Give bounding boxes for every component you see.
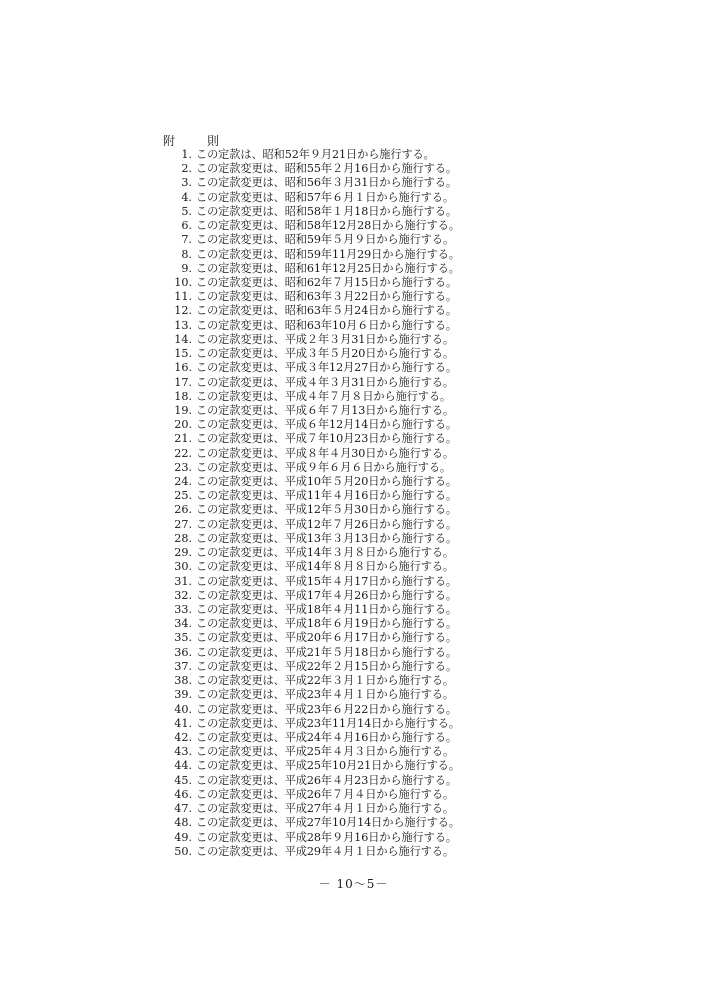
item-number: 19. [174, 403, 192, 417]
item-text: この定款変更は、昭和63年10月６日から施行する。 [196, 318, 457, 332]
item-number: 24. [174, 475, 192, 489]
page-number: － 10～5－ [318, 877, 389, 891]
item-text: この定款変更は、昭和61年12月25日から施行する。 [196, 261, 460, 275]
item-number: 46. [174, 787, 192, 801]
item-text: この定款変更は、平成６年７月13日から施行する。 [196, 403, 454, 417]
list-item [160, 176, 490, 190]
list-item [160, 205, 490, 219]
list-item [160, 376, 490, 390]
list-item [160, 418, 490, 432]
item-text: この定款変更は、昭和58年12月28日から施行する。 [196, 219, 460, 233]
list-item [160, 802, 490, 816]
item-text: この定款変更は、平成14年８月８日から施行する。 [196, 560, 454, 574]
item-number: 32. [174, 588, 192, 602]
item-text: この定款変更は、平成12年５月30日から施行する。 [196, 503, 457, 517]
item-text: この定款変更は、平成15年４月17日から施行する。 [196, 574, 457, 588]
list-item [160, 759, 490, 773]
item-number: 36. [174, 645, 192, 659]
item-text: この定款変更は、平成14年３月８日から施行する。 [196, 546, 454, 560]
item-text: この定款変更は、平成23年11月14日から施行する。 [196, 716, 460, 730]
item-number: 38. [174, 674, 192, 688]
item-text: この定款変更は、平成７年10月23日から施行する。 [196, 432, 457, 446]
item-number: 22. [174, 446, 192, 460]
item-number: 1. [181, 148, 192, 161]
list-item [160, 688, 490, 702]
item-text: この定款変更は、平成26年４月23日から施行する。 [196, 773, 457, 787]
item-text: この定款変更は、平成13年３月13日から施行する。 [196, 531, 457, 545]
item-text: この定款変更は、平成８年４月30日から施行する。 [196, 446, 454, 460]
item-number: 23. [174, 460, 192, 474]
item-text: この定款変更は、昭和58年１月18日から施行する。 [196, 204, 457, 218]
item-number: 33. [174, 603, 192, 616]
item-text: この定款変更は、平成２年３月31日から施行する。 [196, 332, 454, 346]
item-number: 6. [181, 219, 192, 233]
item-text: この定款変更は、平成27年４月１日から施行する。 [196, 802, 454, 816]
list-item [160, 646, 490, 660]
item-text: この定款変更は、昭和59年５月９日から施行する。 [196, 233, 454, 247]
item-text: この定款変更は、昭和59年11月29日から施行する。 [196, 247, 460, 261]
item-text: この定款変更は、平成23年４月１日から施行する。 [196, 688, 454, 702]
list-item [160, 603, 490, 617]
list-item [160, 717, 490, 731]
item-text: この定款変更は、昭和63年５月24日から施行する。 [196, 304, 457, 318]
item-text: この定款変更は、平成18年６月19日から施行する。 [196, 617, 457, 631]
item-text: この定款変更は、平成26年７月４日から施行する。 [196, 787, 454, 801]
item-text: この定款変更は、平成24年４月16日から施行する。 [196, 730, 457, 744]
item-number: 31. [174, 574, 192, 588]
list-item [160, 262, 490, 276]
list-item [160, 703, 490, 717]
list-item [160, 347, 490, 361]
item-number: 50. [174, 844, 192, 858]
item-text: この定款変更は、平成４年３月31日から施行する。 [196, 375, 454, 389]
list-item [160, 304, 490, 318]
list-item [160, 390, 490, 404]
list-item [160, 631, 490, 645]
item-text: この定款変更は、平成12年７月26日から施行する。 [196, 517, 457, 531]
item-text: この定款変更は、昭和57年６月１日から施行する。 [196, 190, 454, 204]
list-item [160, 148, 490, 162]
item-number: 34. [174, 617, 192, 631]
item-text: この定款変更は、平成25年４月３日から施行する。 [196, 745, 454, 759]
item-number: 16. [174, 361, 192, 375]
list-item [160, 575, 490, 589]
list-item [160, 461, 490, 475]
list-item [160, 432, 490, 446]
item-number: 25. [174, 489, 192, 503]
list-item [160, 788, 490, 802]
list-item [160, 447, 490, 461]
item-text: この定款変更は、平成22年３月１日から施行する。 [196, 674, 454, 688]
item-text: この定款は、昭和52年９月21日から施行する。 [196, 148, 435, 161]
item-number: 37. [174, 659, 192, 673]
list-item [160, 518, 490, 532]
item-number: 9. [181, 261, 192, 275]
item-text: この定款変更は、平成４年７月８日から施行する。 [196, 389, 452, 403]
item-number: 35. [174, 631, 192, 645]
item-text: この定款変更は、平成27年10月14日から施行する。 [196, 816, 460, 830]
item-number: 40. [174, 702, 192, 716]
list-item [160, 589, 490, 603]
item-text: この定款変更は、平成22年２月15日から施行する。 [196, 659, 457, 673]
list-item [160, 831, 490, 845]
item-text: この定款変更は、平成３年５月20日から施行する。 [196, 347, 454, 361]
list-item [160, 774, 490, 788]
item-number: 49. [174, 830, 192, 844]
item-number: 27. [174, 517, 192, 531]
item-number: 26. [174, 503, 192, 517]
list-item [160, 333, 490, 347]
item-number: 3. [181, 176, 192, 190]
list-item [160, 404, 490, 418]
item-text: この定款変更は、昭和63年３月22日から施行する。 [196, 290, 457, 304]
item-text: この定款変更は、平成23年６月22日から施行する。 [196, 702, 457, 716]
list-item [160, 816, 490, 830]
item-text: この定款変更は、平成11年４月16日から施行する。 [196, 489, 457, 503]
item-number: 43. [174, 745, 192, 759]
list-item [160, 162, 490, 176]
item-text: この定款変更は、平成28年９月16日から施行する。 [196, 830, 457, 844]
item-number: 29. [174, 546, 192, 560]
section-heading: 附 則 [163, 134, 230, 148]
list-item [160, 361, 490, 375]
item-text: この定款変更は、平成３年12月27日から施行する。 [196, 361, 457, 375]
item-text: この定款変更は、平成21年５月18日から施行する。 [196, 645, 457, 659]
item-number: 12. [174, 304, 192, 318]
item-text: この定款変更は、平成25年10月21日から施行する。 [196, 759, 460, 773]
list-item [160, 845, 490, 859]
item-number: 5. [181, 204, 192, 218]
item-number: 42. [174, 730, 192, 744]
list-item [160, 489, 490, 503]
item-number: 47. [174, 802, 192, 816]
item-number: 45. [174, 773, 192, 787]
item-text: この定款変更は、平成10年５月20日から施行する。 [196, 475, 457, 489]
list-item [160, 290, 490, 304]
list-item [160, 745, 490, 759]
item-number: 28. [174, 531, 192, 545]
list-item [160, 276, 490, 290]
item-number: 8. [181, 247, 192, 261]
item-number: 41. [174, 716, 192, 730]
item-number: 48. [174, 816, 192, 830]
list-item [160, 219, 490, 233]
item-number: 10. [174, 275, 192, 289]
item-number: 44. [174, 759, 192, 773]
list-item [160, 233, 490, 247]
item-text: この定款変更は、平成18年４月11日から施行する。 [196, 603, 457, 616]
item-text: この定款変更は、昭和56年３月31日から施行する。 [196, 176, 457, 190]
list-item [160, 560, 490, 574]
list-item [160, 731, 490, 745]
list-item [160, 546, 490, 560]
list-item [160, 532, 490, 546]
item-text: この定款変更は、昭和55年２月16日から施行する。 [196, 162, 457, 176]
item-number: 17. [174, 375, 192, 389]
item-number: 18. [174, 389, 192, 403]
list-item [160, 475, 490, 489]
list-item [160, 319, 490, 333]
list-item [160, 660, 490, 674]
item-number: 13. [174, 318, 192, 332]
amendment-list [160, 148, 490, 859]
list-item [160, 674, 490, 688]
item-text: この定款変更は、平成９年６月６日から施行する。 [196, 460, 452, 474]
list-item [160, 503, 490, 517]
item-number: 11. [174, 290, 192, 304]
item-number: 30. [174, 560, 192, 574]
item-number: 14. [174, 332, 192, 346]
item-text: この定款変更は、平成29年４月１日から施行する。 [196, 844, 454, 858]
item-text: この定款変更は、平成17年４月26日から施行する。 [196, 588, 457, 602]
item-number: 20. [174, 418, 192, 432]
item-number: 21. [174, 432, 192, 446]
item-text: この定款変更は、平成20年６月17日から施行する。 [196, 631, 457, 645]
list-item [160, 191, 490, 205]
item-number: 2. [181, 162, 192, 176]
item-text: この定款変更は、昭和62年７月15日から施行する。 [196, 275, 457, 289]
item-number: 15. [174, 347, 192, 361]
item-text: この定款変更は、平成６年12月14日から施行する。 [196, 418, 457, 432]
item-number: 7. [181, 233, 192, 247]
item-number: 39. [174, 688, 192, 702]
list-item [160, 617, 490, 631]
item-number: 4. [181, 190, 192, 204]
list-item [160, 248, 490, 262]
